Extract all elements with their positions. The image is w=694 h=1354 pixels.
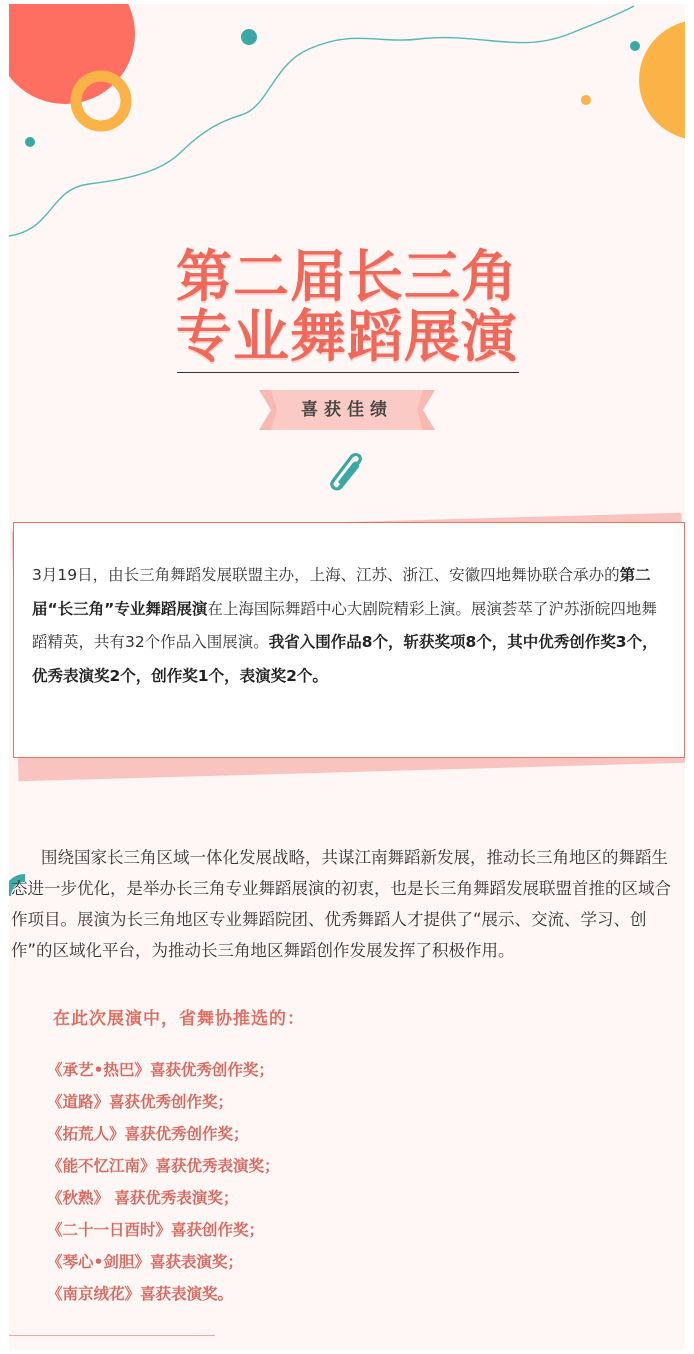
- ribbon-banner: [259, 386, 435, 434]
- page-title-line2: 专业舞蹈展演: [176, 305, 518, 370]
- ribbon-label: 喜获佳绩: [301, 400, 393, 420]
- intro-card: [13, 522, 685, 758]
- teal-dot-shape: [630, 41, 640, 51]
- award-item: 《道路》喜获优秀创作奖；: [47, 1093, 234, 1111]
- teal-dot-shape: [25, 137, 35, 147]
- orange-circle-shape: [639, 20, 685, 140]
- award-item: 《秋熟》 喜获优秀表演奖；: [47, 1189, 239, 1207]
- award-item: 《南京绒花》喜获表演奖。: [47, 1285, 234, 1303]
- decorative-header-shapes: [9, 4, 685, 244]
- teal-dot-shape: [241, 29, 257, 45]
- awards-list: [47, 1054, 280, 1310]
- footer-divider: [9, 1335, 215, 1336]
- intro-bold-awards: 我省入围作品8个，斩获奖项8个，其中优秀创作奖3个，优秀表演奖2个，创作奖1个，表演奖2个。: [32, 633, 658, 685]
- intro-text: [32, 559, 664, 693]
- article-page: [9, 4, 685, 1350]
- award-item: 《承艺•热巴》喜获优秀创作奖；: [47, 1061, 274, 1079]
- award-item: 《拓荒人》喜获优秀创作奖；: [47, 1125, 249, 1143]
- award-item: 《能不忆江南》喜获优秀表演奖；: [47, 1157, 280, 1175]
- orange-dot-shape: [581, 95, 591, 105]
- intro-bold-event: 第二届“长三角”专业舞蹈展演: [32, 566, 651, 618]
- awards-subheading: 在此次展演中，省舞协推选的：: [53, 1009, 305, 1029]
- paperclip-icon: [327, 450, 369, 496]
- intro-text-part2: 在上海国际舞蹈中心大剧院精彩上演。展演荟萃了沪苏浙皖四地舞蹈精英，共有32个作品入围展演。: [32, 599, 657, 651]
- body-paragraph: 围绕国家长三角区域一体化发展战略，共谋江南舞蹈新发展，推动长三角地区的舞蹈生态进一步优化，是举办长三角专业舞蹈展演的初衷，也是长三角舞蹈发展联盟首推的区域合作项目。展演为长三角地区专业舞蹈院团、优秀舞蹈人才提供了“展示、交流、学习、创作”的区域化平台，为推动长三角地区舞蹈创作发展发挥了积极作用。: [11, 848, 671, 960]
- title-divider: [177, 372, 519, 373]
- coral-circle-shape: [9, 4, 135, 104]
- award-item: 《琴心•剑胆》喜获表演奖；: [47, 1253, 243, 1271]
- award-item: 《二十一日酉时》喜获创作奖；: [47, 1221, 265, 1239]
- intro-text-part1: 3月19日，由长三角舞蹈发展联盟主办，上海、江苏、浙江、安徽四地舞协联合承办的: [32, 566, 620, 584]
- page-title-line1: 第二届长三角: [176, 245, 518, 310]
